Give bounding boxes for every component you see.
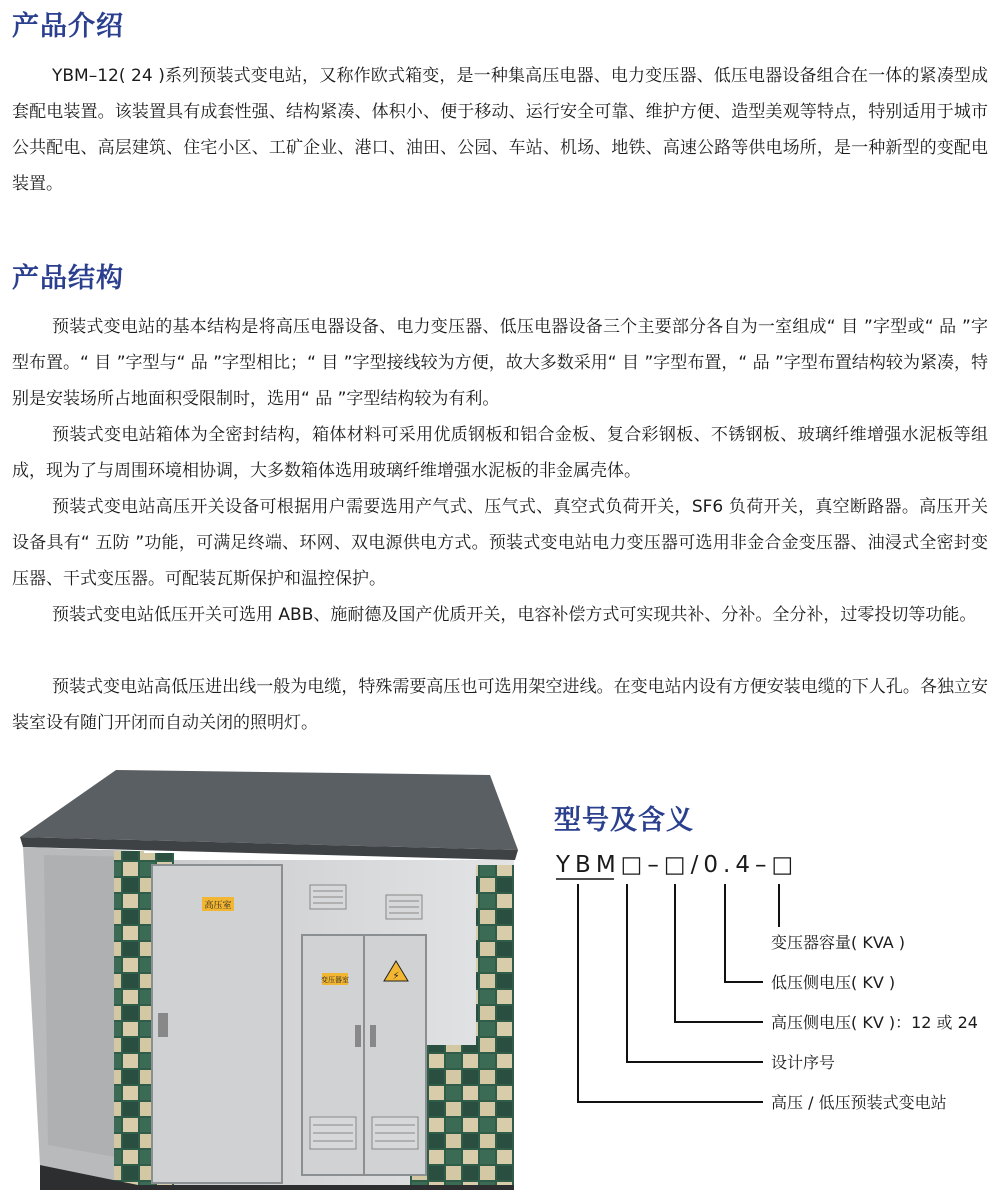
roof xyxy=(20,770,518,850)
model-label-type: 高压 / 低压预装式变电站 xyxy=(771,1093,947,1112)
structure-heading: 产品结构 xyxy=(12,263,124,294)
structure-paragraph-enclosure: 预装式变电站箱体为全密封结构，箱体材料可采用优质钢板和铝合金板、复合彩钢板、不锈钢板、玻璃纤维增强水泥板等组成，现为了与周围环境相协调，大多数箱体选用玻璃纤维增强水泥板的非金属壳体。 xyxy=(12,425,988,481)
model-label-hv-voltage: 高压侧电压( KV )：12 或 24 xyxy=(771,1013,978,1032)
model-label-capacity: 变压器容量( KVA ) xyxy=(771,933,906,952)
structure-paragraph-hv-switchgear: 预装式变电站高压开关设备可根据用户需要选用产气式、压气式、真空式负荷开关，SF6 负荷开关，真空断路器。高压开关设备具有“ 五防 ”功能，可满足终端、环网、双电源供电方式。预装式变电站电力变压器可选用非金合金变压器、油浸式全密封变压器、干式变压器。可配装瓦斯保护和温控保护。 xyxy=(12,497,988,589)
line-type xyxy=(578,884,763,1102)
structure-paragraph-cabling: 预装式变电站高低压进出线一般为电缆，特殊需要高压也可选用架空进线。在变电站内设有方便安装电缆的下人孔。各独立安装室设有随门开闭而自动关闭的照明灯。 xyxy=(12,677,988,733)
structure-paragraph-layout: 预装式变电站的基本结构是将高压电器设备、电力变压器、低压电器设备三个主要部分各自为一室组成“ 目 ”字型或“ 品 ”字型布置。“ 目 ”字型与“ 品 ”字型相比；“ 目 ”字型接线较为方便，故大多数采用“ 目 ”字型布置，“ 品 ”字型布置结构较为紧凑，特别是安装场所占地面积受限制时，选用“ 品 ”字型结构较为有利。 xyxy=(12,317,988,409)
svg-text:⚡: ⚡ xyxy=(392,971,400,982)
intro-heading: 产品介绍 xyxy=(12,11,124,42)
model-label-serial: 设计序号 xyxy=(771,1053,836,1072)
model-heading: 型号及含义 xyxy=(554,805,694,836)
model-label-lv-voltage: 低压侧电压( KV ) xyxy=(771,973,896,992)
model-code: YBM□–□/0.4–□ xyxy=(556,852,799,878)
structure-paragraph-lv-switchgear: 预装式变电站低压开关可选用 ABB、施耐德及国产优质开关，电容补偿方式可实现共补、分补。全分补，过零投切等功能。 xyxy=(52,605,977,625)
intro-paragraph: YBM–12( 24 )系列预装式变电站，又称作欧式箱变，是一种集高压电器、电力变压器、低压电器设备组合在一体的紧凑型成套配电装置。该装置具有成套性强、结构紧凑、体积小、便于移动、运行安全可靠、维护方便、造型美观等特点，特别适用于城市公共配电、高层建筑、住宅小区、工矿企业、港口、油田、公园、车站、机场、地铁、高速公路等供电场所，是一种新型的变配电装置。 xyxy=(12,66,988,194)
hv-room-door xyxy=(152,865,282,1183)
brick-pilaster xyxy=(114,851,144,1185)
hv-door-label: 高压室 xyxy=(204,901,232,911)
line-lv xyxy=(725,884,763,982)
substation-photo xyxy=(20,765,520,1190)
transformer-door-label: 变压器室 xyxy=(321,976,349,984)
line-hv xyxy=(675,884,763,1022)
line-serial xyxy=(627,884,763,1062)
